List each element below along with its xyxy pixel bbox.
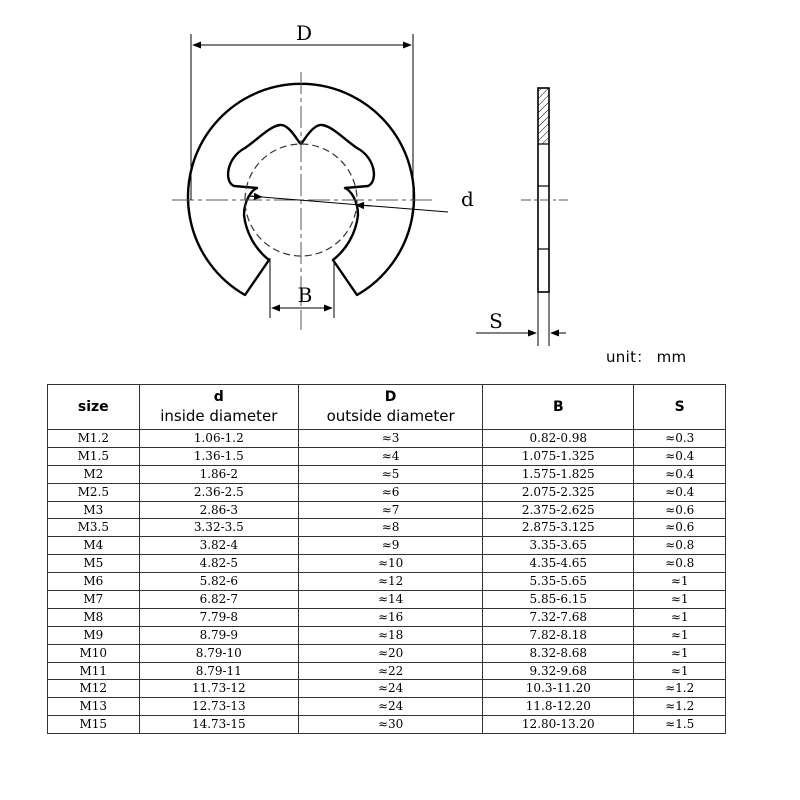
inside-diameter-cell: 8.79-11 — [139, 662, 298, 680]
size-cell: M3.5 — [48, 519, 140, 537]
header-B: B — [483, 385, 634, 430]
table-row — [48, 483, 726, 501]
header-size: size — [48, 385, 140, 430]
size-cell: M11 — [48, 662, 140, 680]
outside-diameter-cell: ≈24 — [299, 698, 483, 716]
outside-diameter-cell: ≈8 — [299, 519, 483, 537]
size-cell: M12 — [48, 680, 140, 698]
D-label: D — [295, 21, 313, 45]
B-cell: 4.35-4.65 — [483, 555, 634, 573]
size-cell: M8 — [48, 608, 140, 626]
B-cell: 2.075-2.325 — [483, 483, 634, 501]
inside-diameter-cell: 4.82-5 — [139, 555, 298, 573]
size-cell: M7 — [48, 591, 140, 609]
outside-diameter-cell: ≈7 — [299, 501, 483, 519]
outside-diameter-cell: ≈6 — [299, 483, 483, 501]
S-cell: ≈1.2 — [634, 680, 726, 698]
B-cell: 11.8-12.20 — [483, 698, 634, 716]
outside-diameter-cell: ≈3 — [299, 430, 483, 448]
B-cell: 12.80-13.20 — [483, 716, 634, 734]
inside-diameter-cell: 1.86-2 — [139, 465, 298, 483]
size-cell: M10 — [48, 644, 140, 662]
S-cell: ≈1 — [634, 591, 726, 609]
header-outside-diameter — [299, 385, 483, 430]
table-row — [48, 501, 726, 519]
inside-diameter-cell: 8.79-9 — [139, 626, 298, 644]
header-d-symbol: d — [213, 389, 224, 405]
outside-diameter-cell: ≈16 — [299, 608, 483, 626]
B-cell: 10.3-11.20 — [483, 680, 634, 698]
outside-diameter-cell: ≈14 — [299, 591, 483, 609]
size-cell: M1.5 — [48, 447, 140, 465]
outside-diameter-cell: ≈24 — [299, 680, 483, 698]
inside-diameter-cell: 1.06-1.2 — [139, 430, 298, 448]
header-D-description: outside diameter — [326, 407, 455, 425]
S-cell: ≈1 — [634, 626, 726, 644]
inside-diameter-cell: 11.73-12 — [139, 680, 298, 698]
table-row — [48, 716, 726, 734]
outside-diameter-cell: ≈10 — [299, 555, 483, 573]
e-clip-technical-drawing — [0, 0, 800, 380]
inside-diameter-cell: 3.32-3.5 — [139, 519, 298, 537]
S-cell: ≈0.4 — [634, 447, 726, 465]
outside-diameter-cell: ≈4 — [299, 447, 483, 465]
size-cell: M9 — [48, 626, 140, 644]
B-cell: 8.32-8.68 — [483, 644, 634, 662]
d-leader-line — [249, 196, 448, 212]
outside-diameter-cell: ≈18 — [299, 626, 483, 644]
size-cell: M3 — [48, 501, 140, 519]
outside-diameter-cell: ≈9 — [299, 537, 483, 555]
B-label: B — [297, 283, 313, 307]
size-cell: M5 — [48, 555, 140, 573]
inside-diameter-cell: 5.82-6 — [139, 573, 298, 591]
inside-diameter-cell: 14.73-15 — [139, 716, 298, 734]
S-cell: ≈0.6 — [634, 501, 726, 519]
table-row — [48, 465, 726, 483]
header-inside-diameter — [139, 385, 298, 430]
table-row — [48, 698, 726, 716]
inside-diameter-cell: 12.73-13 — [139, 698, 298, 716]
table-row — [48, 591, 726, 609]
unit-label: unit： mm — [606, 348, 687, 366]
inside-diameter-cell: 1.36-1.5 — [139, 447, 298, 465]
S-cell: ≈0.4 — [634, 465, 726, 483]
inside-diameter-cell: 2.36-2.5 — [139, 483, 298, 501]
S-cell: ≈1 — [634, 644, 726, 662]
inside-diameter-cell: 3.82-4 — [139, 537, 298, 555]
table-row — [48, 662, 726, 680]
e-clip-spec-table — [47, 384, 726, 734]
B-cell: 7.82-8.18 — [483, 626, 634, 644]
outside-diameter-cell: ≈22 — [299, 662, 483, 680]
size-cell: M15 — [48, 716, 140, 734]
B-cell: 5.35-5.65 — [483, 573, 634, 591]
table-row — [48, 608, 726, 626]
outside-diameter-cell: ≈30 — [299, 716, 483, 734]
table-row — [48, 447, 726, 465]
B-cell: 2.375-2.625 — [483, 501, 634, 519]
outside-diameter-cell: ≈5 — [299, 465, 483, 483]
B-cell: 1.075-1.325 — [483, 447, 634, 465]
inside-diameter-cell: 2.86-3 — [139, 501, 298, 519]
S-cell: ≈1.5 — [634, 716, 726, 734]
d-label: d — [461, 187, 474, 211]
table-row — [48, 519, 726, 537]
B-cell: 9.32-9.68 — [483, 662, 634, 680]
table-header-row — [48, 385, 726, 430]
table-row — [48, 573, 726, 591]
table-body — [48, 430, 726, 734]
size-cell: M13 — [48, 698, 140, 716]
side-view-hatched-section — [538, 88, 549, 144]
S-cell: ≈0.8 — [634, 537, 726, 555]
B-cell: 2.875-3.125 — [483, 519, 634, 537]
header-d-description: inside diameter — [160, 407, 278, 425]
S-cell: ≈0.3 — [634, 430, 726, 448]
table-row — [48, 626, 726, 644]
outside-diameter-cell: ≈20 — [299, 644, 483, 662]
inside-diameter-cell: 7.79-8 — [139, 608, 298, 626]
S-label: S — [489, 309, 503, 333]
header-D-symbol: D — [384, 389, 397, 405]
size-cell: M4 — [48, 537, 140, 555]
S-cell: ≈0.4 — [634, 483, 726, 501]
S-cell: ≈0.8 — [634, 555, 726, 573]
size-cell: M6 — [48, 573, 140, 591]
table-row — [48, 430, 726, 448]
B-cell: 0.82-0.98 — [483, 430, 634, 448]
size-cell: M1.2 — [48, 430, 140, 448]
S-cell: ≈1 — [634, 662, 726, 680]
size-cell: M2.5 — [48, 483, 140, 501]
S-cell: ≈0.6 — [634, 519, 726, 537]
B-cell: 1.575-1.825 — [483, 465, 634, 483]
S-cell: ≈1 — [634, 573, 726, 591]
table-row — [48, 644, 726, 662]
table-row — [48, 680, 726, 698]
table-row — [48, 555, 726, 573]
outside-diameter-cell: ≈12 — [299, 573, 483, 591]
inside-diameter-cell: 8.79-10 — [139, 644, 298, 662]
S-cell: ≈1 — [634, 608, 726, 626]
table-row — [48, 537, 726, 555]
header-S: S — [634, 385, 726, 430]
size-cell: M2 — [48, 465, 140, 483]
B-cell: 5.85-6.15 — [483, 591, 634, 609]
inside-diameter-cell: 6.82-7 — [139, 591, 298, 609]
B-cell: 7.32-7.68 — [483, 608, 634, 626]
B-cell: 3.35-3.65 — [483, 537, 634, 555]
S-cell: ≈1.2 — [634, 698, 726, 716]
